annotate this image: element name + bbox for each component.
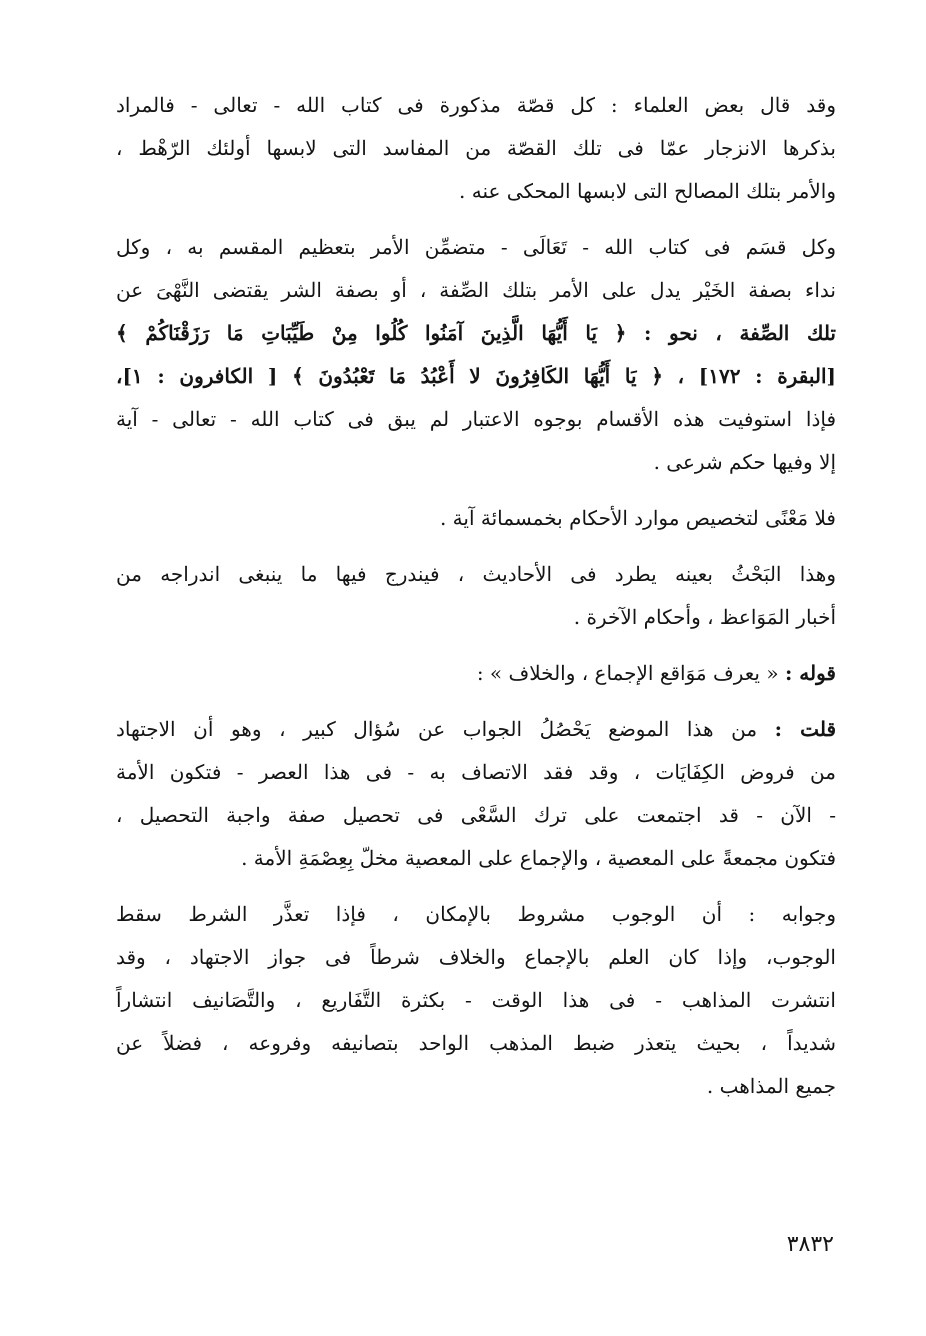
text-line: انتشرت المذاهب - فى هذا الوقت - بكثرة التَّفَاريع ، والتَّصَانيف انتشاراً (116, 988, 836, 1012)
text-line: وجوابه : أن الوجوب مشروط بالإمكان ، فإذا تعذَّر الشرط سقط (116, 902, 836, 926)
text-line-rest: من هذا الموضع يَحْصُلُ الجواب عن سُؤال كبير ، وهو أن الاجتهاد (116, 717, 758, 741)
text-line: - الآن - قد اجتمعت على ترك السَّعْى فى تحصيل صفة واجبة التحصيل ، (116, 803, 836, 827)
lead-word: قلت : (774, 717, 837, 741)
text-line: بذكرها الانزجار عمّا فى تلك القصّة من المفاسد التى لابسها أولئك الرّهْط ، (116, 136, 836, 160)
text-line: إلا وفيها حكم شرعى . (653, 450, 836, 474)
text-line: فإذا استوفيت هذه الأقسام بوجوه الاعتبار لم يبق فى كتاب الله - تعالى - آية (116, 407, 836, 431)
text-line: نداء بصفة الخَيْر يدل على الأمر بتلك الصِّفة ، أو بصفة الشر يقتضى النَّهْىَ عن (116, 278, 836, 302)
page-number: ٣٨٣٢ (786, 1232, 834, 1257)
text-line: فتكون مجمعةً على المعصية ، والإجماع على المعصية مخلّ بِعِصْمَةِ الأمة . (241, 846, 836, 870)
text-line: الوجوب، وإذا كان العلم بالإجماع والخلاف شرطاً فى جواز الاجتهاد ، وقد (116, 945, 836, 969)
paragraph-5 (116, 652, 836, 695)
text-line (116, 708, 836, 751)
text-line: وهذا البَحْثُ بعينه يطرد فى الأحاديث ، فيندرج فيها ما ينبغى اندراجه من (116, 562, 836, 586)
lead-word: قوله : (784, 661, 836, 685)
text-line-rest: « يعرف مَوَاقع الإجماع ، والخلاف » : (476, 661, 779, 685)
text-line: شديداً ، بحيث يتعذر ضبط المذهب الواحد بتصانيفه وفروعه ، فضلاً عن (116, 1031, 836, 1055)
text-line: والأمر بتلك المصالح التى لابسها المحكى عنه . (459, 179, 836, 203)
paragraph-7 (116, 893, 836, 1108)
text-line: جميع المذاهب . (706, 1074, 836, 1098)
page-body (116, 84, 836, 1121)
quran-verse-line: تلك الصِّفة ، نحو : ﴿ يَا أَيُّهَا الَّذِينَ آمَنُوا كُلُوا مِنْ طَيِّبَاتِ مَا رَزَقْنَاكُمْ ﴾ (116, 321, 836, 345)
text-line: من فروض الكِفَايَات ، وقد فقد الاتصاف به - فى هذا العصر - فتكون الأمة (116, 760, 836, 784)
text-line: وكل قسَم فى كتاب الله - تَعَالَى - متضمِّن الأمر بتعظيم المقسم به ، وكل (116, 235, 836, 259)
text-line: أخبار المَوَاعظ ، وأحكام الآخرة . (573, 605, 836, 629)
quran-verse-line: [البقرة : ١٧٢] ، ﴿ يَا أَيُّهَا الكَافِرُونَ لا أَعْبُدُ مَا تَعْبُدُونَ ﴾ [ الكافرون : ١]، (116, 364, 836, 388)
text-line (116, 652, 836, 695)
paragraph-6 (116, 708, 836, 880)
paragraph-3 (116, 497, 836, 540)
text-line: فلا مَعْنًى لتخصيص موارد الأحكام بخمسمائة آية . (439, 506, 836, 530)
paragraph-4 (116, 553, 836, 639)
text-line: وقد قال بعض العلماء : كل قصّة مذكورة فى كتاب الله - تعالى - فالمراد (116, 93, 836, 117)
paragraph-2 (116, 226, 836, 484)
paragraph-1 (116, 84, 836, 213)
